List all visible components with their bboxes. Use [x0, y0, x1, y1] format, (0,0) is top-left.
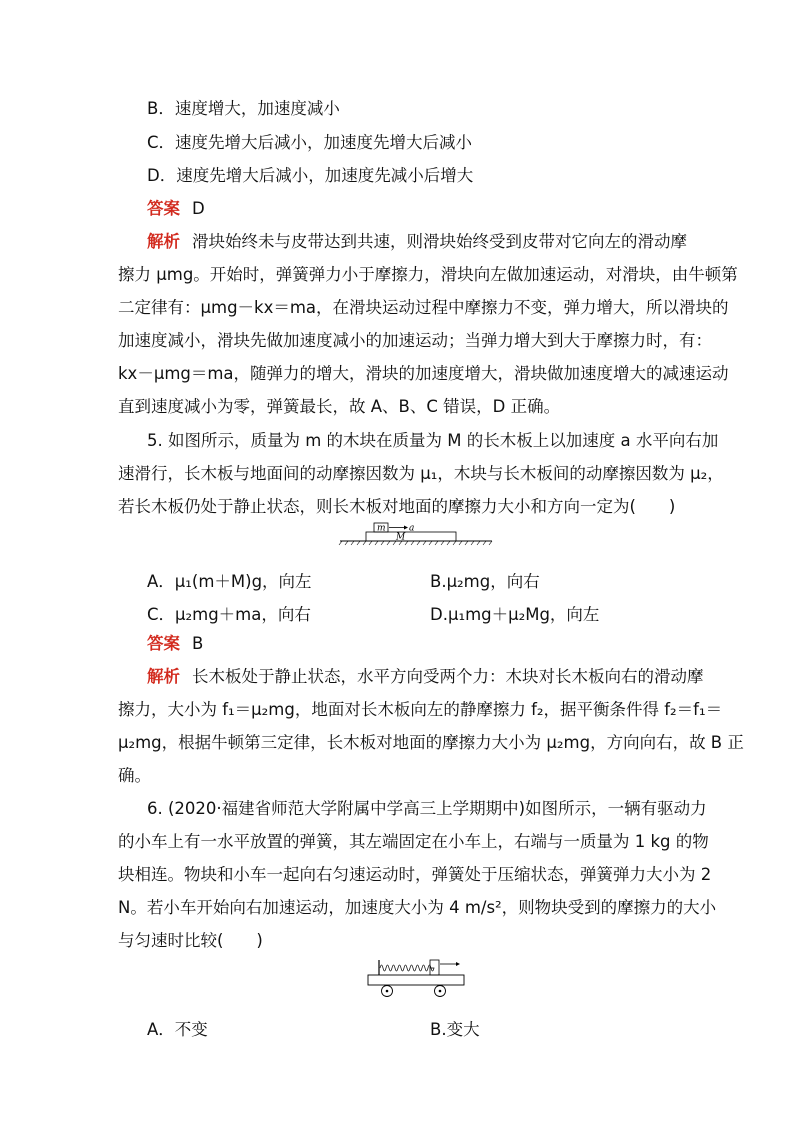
- spring-block: [430, 960, 439, 975]
- q4-analysis-line-2: 擦力 μmg。开始时，弹簧弹力小于摩擦力，滑块向左做加速运动，对滑块，由牛顿第: [118, 265, 738, 284]
- q5-stem-line-1: 5. 如图所示，质量为 m 的木块在质量为 M 的长木板上以加速度 a 水平向右加: [147, 431, 719, 450]
- q4-option-d: D．速度先增大后减小，加速度先减小后增大: [147, 166, 474, 185]
- analysis-text: 滑块始终未与皮带达到共速，则滑块始终受到皮带对它向左的滑动摩: [192, 232, 687, 251]
- block-label: m: [377, 523, 386, 534]
- q6-stem-line-2: 的小车上有一水平放置的弹簧，其左端固定在小车上，右端与一质量为 1 kg 的物: [118, 832, 709, 851]
- q4-analysis-line-4: 加速度减小，滑块先做加速度减小的加速运动；当弹力增大到大于摩擦力时，有：: [118, 331, 712, 350]
- q6-stem-line-3: 块相连。物块和小车一起向右匀速运动时，弹簧处于压缩状态，弹簧弹力大小为 2: [118, 865, 712, 884]
- q4-option-b: B．速度增大，加速度减小: [147, 99, 340, 118]
- ground-hatching: [339, 541, 492, 545]
- arrow-head-icon: [456, 962, 460, 966]
- analysis-label: 解析: [147, 232, 180, 251]
- q6-option-b: B.变大: [430, 1020, 480, 1039]
- q4-analysis-line-6: 直到速度减小为零，弹簧最长，故 A、B、C 错误，D 正确。: [118, 397, 561, 416]
- q5-analysis-line-1: [147, 667, 727, 687]
- answer-value: D: [192, 199, 205, 218]
- answer-label: 答案: [147, 199, 180, 218]
- q6-stem-line-1: 6. (2020·福建省师范大学附属中学高三上学期期中)如图所示，一辆有驱动力: [147, 799, 707, 818]
- q5-answer: [147, 634, 727, 654]
- q6-option-a: A．不变: [147, 1020, 208, 1039]
- answer-value: B: [192, 634, 204, 653]
- q5-option-c: C．μ₂mg＋ma，向右: [147, 605, 311, 624]
- answer-label: 答案: [147, 634, 180, 653]
- arrow-label: a: [409, 523, 415, 534]
- q6-stem-line-4: N。若小车开始向右加速运动，加速度大小为 4 m/s²，则物块受到的摩擦力的大小: [118, 898, 717, 917]
- board-label: M: [396, 532, 406, 543]
- q5-option-a: A．μ₁(m＋M)g，向左: [147, 572, 312, 591]
- q5-board-figure: [338, 520, 494, 550]
- q4-analysis-line-1: [147, 232, 727, 252]
- q5-stem-line-3: 若长木板仍处于静止状态，则长木板对地面的摩擦力大小和方向一定为( ): [118, 497, 676, 516]
- q5-option-b: B.μ₂mg，向右: [430, 572, 540, 591]
- q4-analysis-line-3: 二定律有：μmg－kx＝ma，在滑块运动过程中摩擦力不变，弹力增大，所以滑块的: [118, 298, 729, 317]
- arrow-head-icon: [404, 526, 408, 530]
- q5-option-d: D.μ₁mg＋μ₂Mg，向左: [430, 605, 600, 624]
- q5-analysis-line-4: 确。: [118, 766, 151, 785]
- analysis-text: 长木板处于静止状态，水平方向受两个力：木块对长木板向右的滑动摩: [192, 667, 704, 686]
- q4-analysis-line-5: kx－μmg＝ma，随弹力的增大，滑块的加速度增大，滑块做加速度增大的减速运动: [118, 364, 729, 383]
- q6-stem-line-5: 与匀速时比较( ): [118, 931, 263, 950]
- right-axle-icon: [439, 990, 442, 993]
- q4-option-c: C．速度先增大后减小，加速度先增大后减小: [147, 133, 473, 152]
- analysis-label: 解析: [147, 667, 180, 686]
- q5-analysis-line-3: μ₂mg，根据牛顿第三定律，长木板对地面的摩擦力大小为 μ₂mg，方向向右，故 B 正: [118, 733, 744, 752]
- cart-body: [368, 975, 464, 985]
- q5-stem-line-2: 速滑行，长木板与地面间的动摩擦因数为 μ₁，木块与长木板间的动摩擦因数为 μ₂，: [118, 464, 724, 483]
- spring-icon: [380, 965, 434, 971]
- q6-cart-figure: [366, 955, 468, 1001]
- q5-analysis-line-2: 擦力，大小为 f₁＝μ₂mg，地面对长木板向左的静摩擦力 f₂，据平衡条件得 f₂＝f₁＝: [118, 700, 723, 719]
- left-axle-icon: [386, 990, 389, 993]
- q4-answer: [147, 199, 727, 219]
